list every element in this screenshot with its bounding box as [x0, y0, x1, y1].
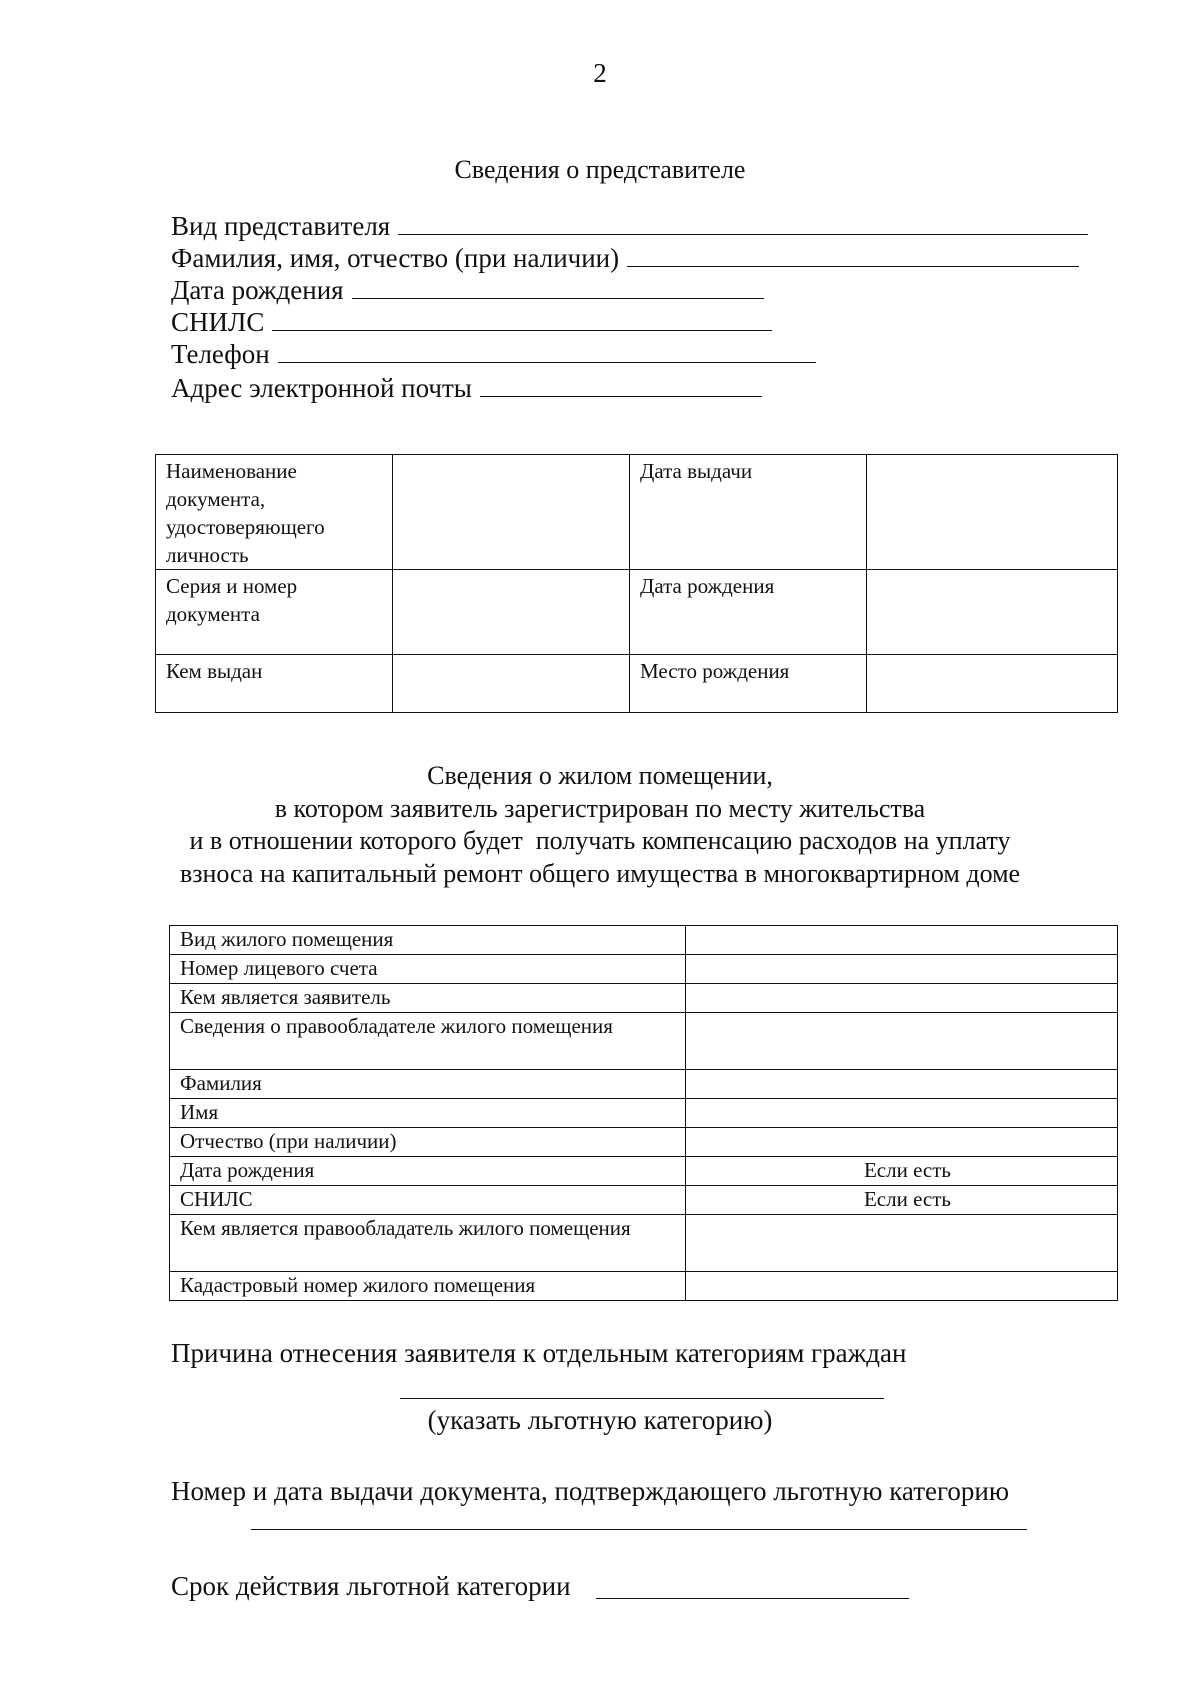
representative-type-field [171, 210, 1088, 242]
representative-fullname-input-line[interactable] [627, 244, 1079, 267]
representative-type-label: Вид представителя [171, 211, 391, 241]
representative-snils-label: СНИЛС [171, 307, 265, 337]
housing-type-label: Вид жилого помещения [170, 926, 686, 955]
id-doc-name-label: Наименование документа, удостоверяющего личность [156, 455, 393, 570]
first-name-value[interactable] [686, 1099, 1118, 1128]
housing-title-line: взноса на капитальный ремонт общего имущества в многоквартирном доме [179, 858, 1021, 888]
representative-phone-label: Телефон [171, 339, 270, 369]
owner-birthdate-value[interactable]: Если есть [686, 1157, 1118, 1186]
representative-phone-input-line[interactable] [278, 340, 816, 363]
cadastral-number-value[interactable] [686, 1272, 1118, 1301]
page-number: 2 [593, 58, 607, 88]
table-row [170, 1186, 1118, 1215]
table-row [170, 1157, 1118, 1186]
owner-info-value[interactable] [686, 1013, 1118, 1070]
surname-value[interactable] [686, 1070, 1118, 1099]
applicant-role-label: Кем является заявитель [170, 984, 686, 1013]
table-row [156, 455, 1118, 570]
housing-section-title [0, 760, 1200, 890]
series-number-value[interactable] [393, 570, 630, 655]
birth-date-label: Дата рождения [630, 570, 867, 655]
representative-email-label: Адрес электронной почты [171, 373, 472, 403]
issue-date-label: Дата выдачи [630, 455, 867, 570]
table-row [170, 1099, 1118, 1128]
table-row [170, 1070, 1118, 1099]
cadastral-number-label: Кадастровый номер жилого помещения [170, 1272, 686, 1301]
category-reason-input-line[interactable] [400, 1398, 884, 1399]
representative-section-title: Сведения о представителе [454, 155, 746, 184]
category-reason-hint: (указать льготную категорию) [427, 1405, 773, 1435]
series-number-label: Серия и номер документа [156, 570, 393, 655]
representative-birthdate-field [171, 274, 764, 306]
category-reason-label: Причина отнесения заявителя к отдельным категориям граждан [171, 1338, 907, 1368]
id-document-table [155, 454, 1118, 713]
table-row [170, 984, 1118, 1013]
issued-by-label: Кем выдан [156, 655, 393, 713]
housing-title-line: Сведения о жилом помещении, [427, 761, 773, 790]
housing-title-line: в котором заявитель зарегистрирован по месту жительства [274, 793, 926, 823]
applicant-role-value[interactable] [686, 984, 1118, 1013]
table-row [156, 570, 1118, 655]
owner-snils-label: СНИЛС [170, 1186, 686, 1215]
representative-type-input-line[interactable] [398, 212, 1088, 235]
patronymic-label: Отчество (при наличии) [170, 1128, 686, 1157]
representative-email-input-line[interactable] [480, 374, 762, 397]
table-row [156, 655, 1118, 713]
account-number-label: Номер лицевого счета [170, 955, 686, 984]
issue-date-value[interactable] [867, 455, 1118, 570]
category-document-input-line[interactable] [251, 1529, 1027, 1530]
table-row [170, 1272, 1118, 1301]
birth-place-value[interactable] [867, 655, 1118, 713]
owner-role-label: Кем является правообладатель жилого помещения [170, 1215, 686, 1272]
table-row [170, 1215, 1118, 1272]
birth-place-label: Место рождения [630, 655, 867, 713]
category-document-label: Номер и дата выдачи документа, подтверждающего льготную категорию [171, 1476, 1010, 1506]
representative-fullname-label: Фамилия, имя, отчество (при наличии) [171, 243, 620, 273]
owner-role-value[interactable] [686, 1215, 1118, 1272]
surname-label: Фамилия [170, 1070, 686, 1099]
housing-title-line: и в отношении которого будет получать компенсацию расходов на уплату [189, 826, 1011, 855]
owner-info-label: Сведения о правообладателе жилого помещения [170, 1013, 686, 1070]
representative-snils-field [171, 306, 772, 338]
representative-birthdate-input-line[interactable] [352, 276, 764, 299]
housing-table [169, 925, 1118, 1301]
representative-phone-field [171, 338, 816, 370]
representative-email-field [171, 372, 762, 404]
owner-snils-value[interactable]: Если есть [686, 1186, 1118, 1215]
table-row [170, 1128, 1118, 1157]
category-term-label: Срок действия льготной категории [171, 1571, 571, 1601]
table-row [170, 1013, 1118, 1070]
patronymic-value[interactable] [686, 1128, 1118, 1157]
account-number-value[interactable] [686, 955, 1118, 984]
representative-snils-input-line[interactable] [272, 308, 772, 331]
category-term-input-line[interactable] [596, 1598, 909, 1599]
birth-date-value[interactable] [867, 570, 1118, 655]
representative-birthdate-label: Дата рождения [171, 275, 344, 305]
representative-fullname-field [171, 242, 1079, 274]
table-row [170, 926, 1118, 955]
category-term-field [171, 1570, 571, 1602]
first-name-label: Имя [170, 1099, 686, 1128]
housing-type-value[interactable] [686, 926, 1118, 955]
owner-birthdate-label: Дата рождения [170, 1157, 686, 1186]
issued-by-value[interactable] [393, 655, 630, 713]
table-row [170, 955, 1118, 984]
id-doc-name-value[interactable] [393, 455, 630, 570]
